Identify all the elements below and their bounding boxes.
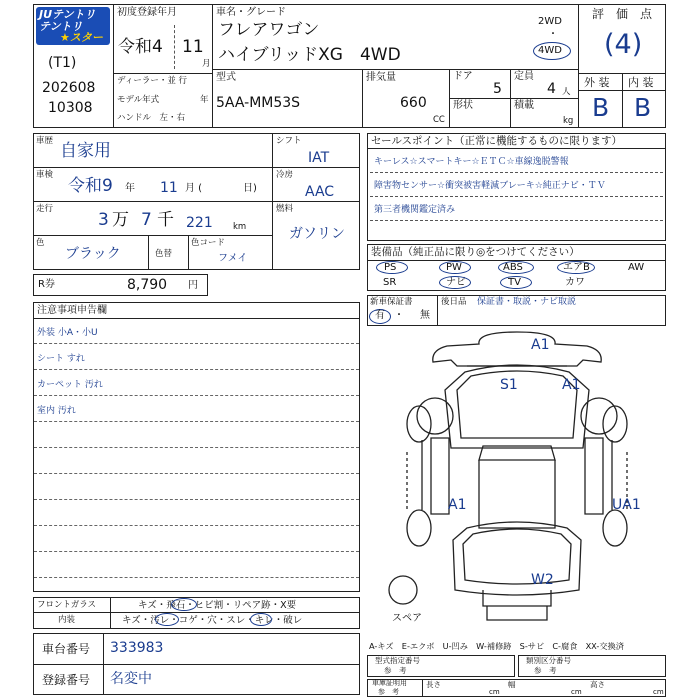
note-line: シート すれ (37, 354, 85, 364)
capacity-label: 定員 (514, 71, 534, 82)
inspection-day-unit: 日) (243, 183, 257, 194)
mileage-sen: 7 (141, 210, 152, 230)
interior-circle-scuff (250, 613, 272, 626)
car-name-label: 車名・グレード (216, 7, 286, 18)
registration-label: 登録番号 (42, 673, 91, 687)
height-cm: cm (653, 688, 664, 696)
garage-cert-box (367, 679, 666, 697)
equipment-label: 装備品（純正品に限り◎をつけてください） (371, 246, 580, 258)
model-label: 型式 (216, 72, 236, 83)
color-code-label: 色コード (191, 238, 226, 248)
year-unit: 年 (200, 95, 209, 105)
man-unit: 万 (112, 210, 129, 230)
first-reg-era: 令和4 (118, 37, 163, 57)
recycle-box (33, 274, 208, 296)
front-glass-label: フロントガラス (37, 600, 96, 610)
height-label: 高さ (590, 680, 605, 689)
length-label: 長さ (426, 680, 441, 689)
score-label: 評 価 点 (592, 7, 653, 21)
equip-abs: ABS (503, 262, 523, 273)
model-year-label: モデル年式 (117, 95, 160, 105)
circle-airbag (557, 261, 595, 274)
color-code-value: フメイ (218, 253, 248, 264)
sales-points-label: セールスポイント（正常に機能するものに限ります） (371, 135, 623, 147)
warranty-dot: ・ (394, 310, 404, 321)
sales-point-line: キーレス☆スマートキー☆ＥＴＣ☆車線逸脱警報 (374, 157, 569, 167)
equip-pw: PW (446, 262, 462, 273)
capacity-unit: 人 (562, 87, 571, 97)
equip-tv: TV (508, 277, 521, 288)
lot-code: (T1) (48, 55, 77, 71)
interior-grade: B (634, 93, 652, 122)
inspection-year-unit: 年 (125, 183, 135, 194)
inspection-month: 11 (160, 180, 178, 196)
note-line: カーペット 汚れ (37, 380, 103, 390)
km-unit: km (233, 222, 247, 232)
damage-mark: S1 (500, 377, 518, 393)
logo-line1: JUテントリ (39, 8, 96, 21)
damage-mark: A1 (531, 337, 550, 353)
shape-label: 形状 (453, 100, 473, 111)
circle-abs (498, 261, 534, 274)
front-glass-items: キズ・飛石・ヒビ割・リペア跡・X要 (138, 600, 297, 611)
sen-unit: 千 (157, 210, 174, 230)
mileage-man: 3 (98, 210, 109, 230)
after-value: 保証書・取説・ナビ取説 (477, 297, 577, 307)
interior-circle-stain (155, 613, 179, 626)
drive-dot: ・ (548, 29, 558, 40)
color-change-label: 色替 (155, 249, 173, 259)
circle-pw (439, 261, 471, 274)
score-value: (4) (604, 29, 643, 60)
front-glass-circle (171, 598, 197, 611)
history-label: 車歴 (36, 136, 54, 146)
doors-value: 5 (493, 81, 502, 97)
car-grade: ハイブリッドXG 4WD (218, 45, 401, 65)
first-reg-label: 初度登録年月 (117, 7, 177, 18)
load-label: 積載 (514, 100, 534, 111)
note-line: 室内 汚れ (37, 406, 76, 416)
interior-items: キズ・汚レ・コゲ・穴・スレ・キレ・破レ (122, 615, 303, 626)
interior-label: 内装 (58, 615, 76, 625)
circle-navi (439, 276, 471, 289)
inspection-label: 車検 (36, 170, 54, 180)
mileage-label: 走行 (36, 204, 54, 214)
garage-cert-sub: 参 考 (378, 688, 399, 696)
note-line: 外装 小A・小U (37, 328, 98, 338)
notes-section (33, 302, 360, 592)
recycle-label: R券 (38, 279, 55, 290)
width-label: 幅 (508, 680, 516, 689)
chassis-label: 車台番号 (42, 642, 91, 656)
length-cm: cm (489, 688, 500, 696)
mileage-rest: 221 (186, 215, 213, 231)
history-value: 自家用 (60, 141, 111, 161)
registration-value: 名変中 (110, 671, 152, 687)
damage-mark: A1 (562, 377, 581, 393)
equip-airbag: エアB (563, 262, 590, 273)
color-value: ブラック (65, 246, 121, 262)
recycle-amount: 8,790 (127, 277, 168, 293)
notes-label: 注意事項申告欄 (37, 305, 107, 316)
type-number-label: 型式指定番号 (375, 656, 420, 665)
after-label: 後日品 (441, 297, 467, 307)
equip-aw: AW (628, 262, 645, 273)
dealer-label: ディーラー・並 行 (117, 76, 188, 86)
drive-2wd: 2WD (538, 16, 562, 27)
inspection-era: 令和9 (68, 176, 113, 196)
fuel-label: 燃料 (276, 204, 294, 214)
exterior-grade: B (592, 93, 610, 122)
equip-leather: カワ (565, 277, 585, 288)
displacement-label: 排気量 (366, 72, 396, 83)
logo-line3: ★スター (60, 31, 103, 44)
aircon-label: 冷房 (276, 170, 294, 180)
warranty-yes: 有 (375, 310, 385, 321)
circle-tv (500, 276, 532, 289)
aircon-value: AAC (305, 184, 335, 200)
logo (36, 7, 110, 45)
month-unit: 月 (202, 59, 211, 69)
legend-text: A-キズ E-エクボ U-凹み W-補修跡 S-サビ C-腐食 XX-交換済 (369, 641, 624, 651)
recycle-unit: 円 (188, 280, 198, 291)
displacement-value: 660 (400, 95, 427, 111)
drive-4wd: 4WD (538, 45, 562, 56)
handle-label: ハンドル 左・右 (117, 113, 186, 123)
chassis-value: 333983 (110, 640, 164, 656)
fuel-value: ガソリン (289, 226, 345, 242)
doors-label: ドア (453, 71, 473, 82)
interior-label: 内 装 (628, 76, 654, 89)
shift-label: シフト (276, 136, 302, 146)
class-number-sub: 参 考 (534, 666, 557, 675)
sales-point-line: 第三者機関鑑定済み (374, 205, 456, 215)
id-line2: 10308 (48, 100, 93, 116)
header-section (33, 4, 666, 128)
first-reg-month: 11 (182, 37, 204, 57)
equip-sr: SR (383, 277, 397, 288)
warranty-new-label: 新車保証書 (370, 297, 413, 307)
kg-unit: kg (563, 116, 574, 126)
inspection-month-unit: 月 ( (185, 183, 203, 194)
class-number-label: 類別区分番号 (526, 656, 571, 665)
garage-cert-label: 車庫証明用 (372, 679, 407, 687)
model-value: 5AA-MM53S (216, 95, 301, 111)
equip-navi: ナビ (446, 277, 466, 288)
capacity-value: 4 (547, 81, 556, 97)
spare-label: スペア (392, 613, 422, 624)
type-number-sub: 参 考 (384, 666, 407, 675)
logo-line2: テントリ (39, 20, 83, 33)
width-cm: cm (571, 688, 582, 696)
equip-ps: PS (384, 262, 397, 273)
exterior-label: 外 装 (584, 76, 610, 89)
damage-mark: UA1 (612, 497, 641, 513)
damage-mark: W2 (531, 572, 554, 588)
circle-ps (376, 261, 408, 274)
id-line1: 202608 (42, 80, 96, 96)
sales-point-line: 障害物センサー☆衝突被害軽減ブレーキ☆純正ナビ・ＴＶ (374, 181, 606, 191)
warranty-no: 無 (420, 310, 430, 321)
car-damage-diagram (367, 328, 666, 630)
car-name: フレアワゴン (218, 20, 320, 40)
color-label: 色 (36, 238, 45, 248)
cc-unit: CC (433, 115, 445, 125)
damage-mark: A1 (448, 497, 467, 513)
shift-value: IAT (308, 150, 330, 166)
